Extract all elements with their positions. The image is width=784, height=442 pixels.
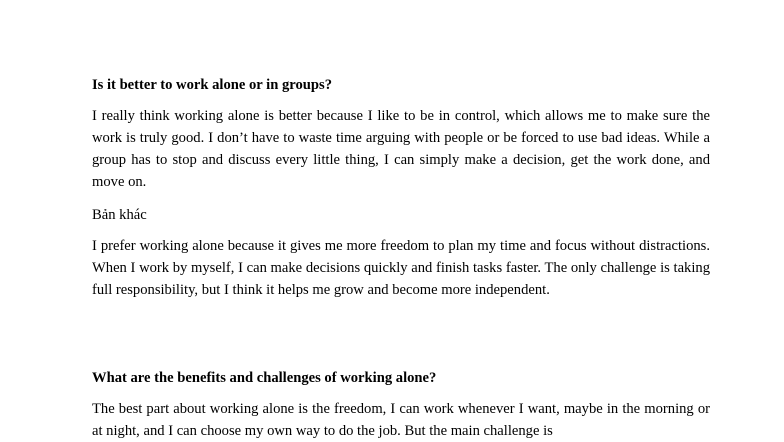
- question-heading-1: Is it better to work alone or in groups?: [92, 77, 332, 93]
- alternative-label: Bản khác: [92, 207, 147, 223]
- question-heading-2: What are the benefits and challenges of working alone?: [92, 370, 437, 386]
- answer-paragraph-1-alternative: I prefer working alone because it gives me more freedom to plan my time and focus without distractions. When I work by myself, I can make decisions quickly and finish tasks faster. The only challenge is taking full responsibility, but I think it helps me grow and become more independent.: [92, 238, 710, 298]
- answer-paragraph-2: The best part about working alone is the freedom, I can work whenever I want, maybe in the morning or at night, and I can choose my own way to do the job. But the main challenge is: [92, 401, 710, 439]
- answer-paragraph-1: I really think working alone is better because I like to be in control, which allows me to make sure the work is truly good. I don’t have to waste time arguing with people or be forced to use bad ideas. While a group has to stop and discuss every little thing, I can simply make a decision, get the work done, and move on.: [92, 108, 710, 190]
